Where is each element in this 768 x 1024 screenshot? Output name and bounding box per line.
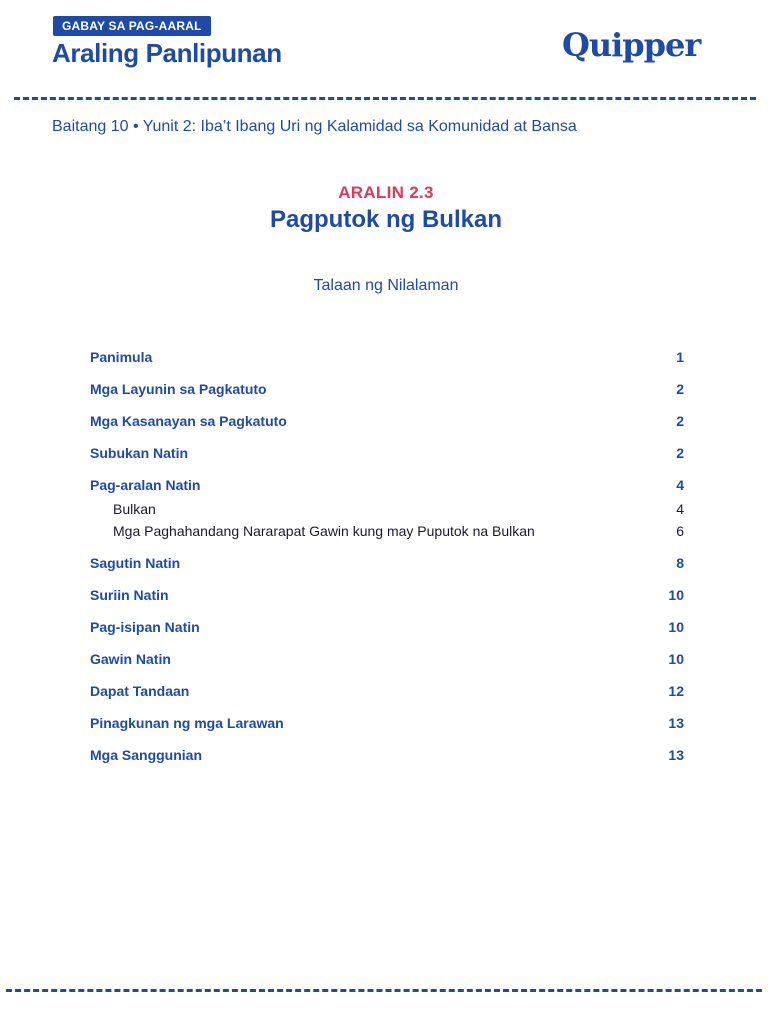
toc-item-label: Gawin Natin: [90, 651, 171, 667]
toc-heading: Talaan ng Nilalaman: [313, 277, 459, 294]
toc-item-sanggunian[interactable]: [90, 747, 684, 779]
bottom-divider: [6, 989, 762, 992]
toc-item-pag-isipan-natin[interactable]: [90, 619, 684, 651]
subject-title: Araling Panlipunan: [52, 38, 282, 68]
toc-item-page: 10: [668, 651, 684, 667]
toc-item-page: 2: [676, 445, 684, 461]
toc-item-gawin-natin[interactable]: [90, 651, 684, 683]
toc-item-layunin[interactable]: [90, 381, 684, 413]
toc-item-page: 12: [668, 683, 684, 699]
toc-item-label: Pag-isipan Natin: [90, 619, 200, 635]
toc-item-panimula[interactable]: [90, 349, 684, 381]
toc-item-page: 1: [676, 349, 684, 365]
toc-item-label: Subukan Natin: [90, 445, 189, 461]
toc-item-kasanayan[interactable]: [90, 413, 684, 445]
toc-item-dapat-tandaan[interactable]: [90, 683, 684, 715]
toc-item-subukan-natin[interactable]: [90, 445, 684, 477]
lesson-number: ARALIN 2.3: [338, 183, 434, 202]
top-divider: [14, 97, 756, 100]
toc-item-page: 8: [676, 555, 684, 571]
toc-item-label: Suriin Natin: [90, 587, 169, 603]
breadcrumb: Baitang 10 • Yunit 2: Iba’t Ibang Uri ng Kalamidad sa Komunidad at Bansa: [52, 118, 577, 135]
toc-item-pag-aralan-natin[interactable]: [90, 477, 684, 501]
toc-subitem-paghahanda[interactable]: [90, 523, 684, 555]
toc-item-pinagkunan[interactable]: [90, 715, 684, 747]
lesson-title: Pagputok ng Bulkan: [269, 206, 502, 233]
toc-item-page: 2: [676, 381, 684, 397]
toc-item-page: 4: [676, 501, 684, 517]
toc-item-page: 10: [668, 587, 684, 603]
toc-item-label: Mga Kasanayan sa Pagkatuto: [90, 413, 287, 429]
toc-item-label: Bulkan: [113, 501, 156, 517]
toc-item-label: Sagutin Natin: [90, 555, 181, 571]
toc-item-label: Mga Layunin sa Pagkatuto: [90, 381, 267, 397]
toc-item-sagutin-natin[interactable]: [90, 555, 684, 587]
toc-item-label: Dapat Tandaan: [90, 683, 190, 699]
toc-item-page: 2: [676, 413, 684, 429]
toc-item-suriin-natin[interactable]: [90, 587, 684, 619]
table-of-contents: [90, 349, 684, 779]
toc-item-label: Panimula: [90, 349, 153, 365]
toc-item-page: 6: [676, 523, 684, 539]
guide-badge: GABAY SA PAG-AARAL: [53, 16, 211, 36]
toc-item-page: 13: [668, 747, 684, 763]
toc-item-label: Pag-aralan Natin: [90, 477, 201, 493]
toc-item-label: Mga Paghahandang Nararapat Gawin kung may Puputok na Bulkan: [113, 523, 535, 539]
toc-item-page: 13: [668, 715, 684, 731]
toc-item-label: Pinagkunan ng mga Larawan: [90, 715, 284, 731]
toc-subitem-bulkan[interactable]: [90, 501, 684, 523]
quipper-logo: Quipper: [562, 26, 701, 64]
toc-item-page: 10: [668, 619, 684, 635]
toc-item-label: Mga Sanggunian: [90, 747, 202, 763]
toc-item-page: 4: [676, 477, 684, 493]
